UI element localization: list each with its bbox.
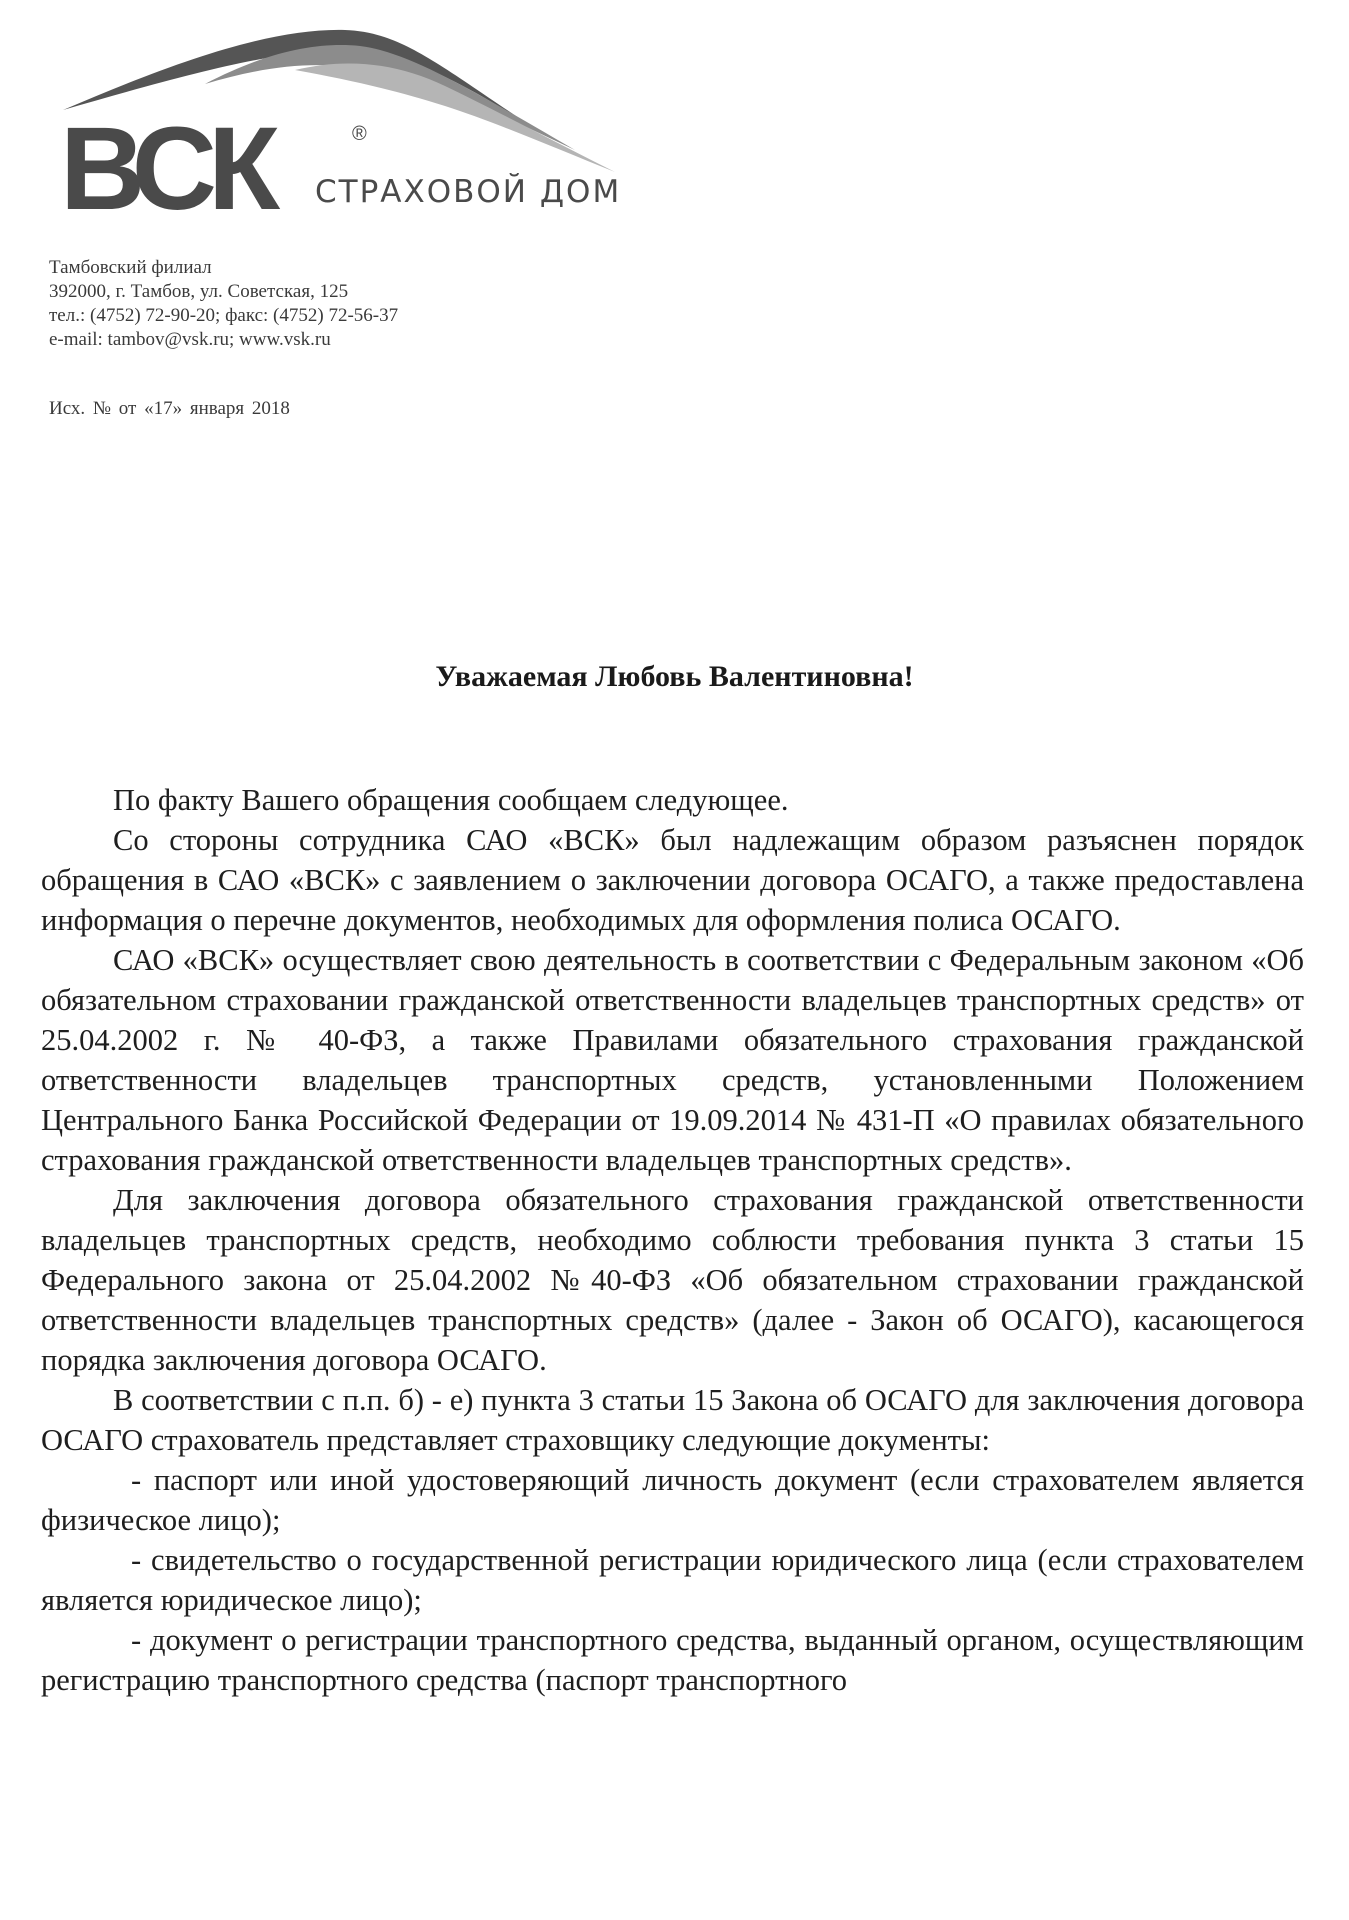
branch-phones: тел.: (4752) 72-90-20; факс: (4752) 72-56-37	[49, 305, 399, 326]
list-item: - паспорт или иной удостоверяющий личность документ (если страхователем является физическое лицо);	[41, 1463, 1304, 1537]
branch-name: Тамбовский филиал	[49, 257, 212, 278]
paragraph: Для заключения договора обязательного страхования гражданской ответственности владельцев транспортных средств, необходимо соблюсти требования пункта 3 статьи 15 Федерального закона от 25.04.2002 №40-ФЗ «Об обязательном страховании гражданской ответственности владельцев транспортных средств» (далее - Закон об ОСАГО), касающегося порядка заключения договора ОСАГО.	[41, 1183, 1304, 1377]
branch-contacts: e-mail: tambov@vsk.ru; www.vsk.ru	[49, 329, 331, 350]
letter-body	[41, 780, 1304, 1700]
company-logo	[55, 22, 695, 235]
logo-text: ВСК	[60, 103, 271, 235]
paragraph: В соответствии с п.п. б) - е) пункта 3 статьи 15 Закона об ОСАГО для заключения договора ОСАГО страхователь представляет страховщику следующие документы:	[41, 1383, 1304, 1457]
branch-info	[49, 256, 398, 352]
registered-mark: ®	[352, 123, 367, 145]
paragraph: По факту Вашего обращения сообщаем следующее.	[113, 783, 789, 817]
paragraph: САО «ВСК» осуществляет свою деятельность в соответствии с Федеральным законом «Об обязательном страховании гражданской ответственности владельцев транспортных средств» от 25.04.2002 г. № 40-ФЗ, а также Правилами обязательного страхования гражданской ответственности владельцев транспортных средств, установленными Положением Центрального Банка Российской Федерации от 19.09.2014 № 431-П «О правилах обязательного страхования гражданской ответственности владельцев транспортных средств».	[41, 943, 1304, 1177]
list-item: - документ о регистрации транспортного средства, выданный органом, осуществляющим регистрацию транспортного средства (паспорт транспортного	[41, 1623, 1304, 1697]
outgoing-reference: Исх. № от «17» января 2018	[49, 398, 290, 419]
paragraph: Со стороны сотрудника САО «ВСК» был надлежащим образом разъяснен порядок обращения в САО «ВСК» с заявлением о заключении договора ОСАГО, а также предоставлена информация о перечне документов, необходимых для оформления полиса ОСАГО.	[41, 823, 1304, 937]
list-item: - свидетельство о государственной регистрации юридического лица (если страхователем является юридическое лицо);	[41, 1543, 1304, 1617]
greeting: Уважаемая Любовь Валентиновна!	[435, 660, 914, 693]
company-subtitle: СТРАХОВОЙ ДОМ	[315, 174, 622, 210]
branch-address: 392000, г. Тамбов, ул. Советская, 125	[49, 281, 349, 302]
